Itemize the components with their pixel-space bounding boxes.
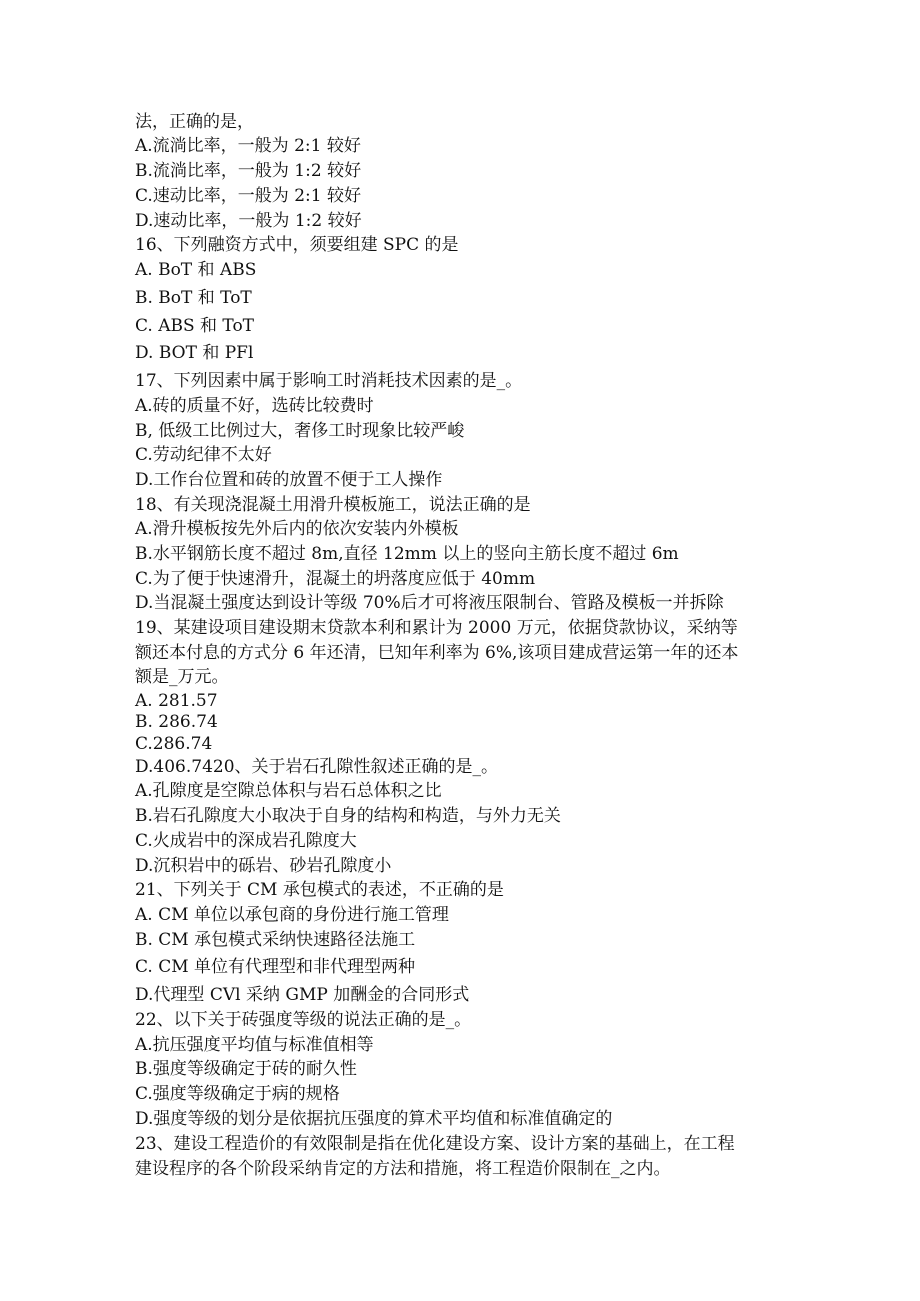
option-line: B.岩石孔隙度大小取决于自身的结构和构造，与外力无关 <box>135 806 561 826</box>
text-line: 法，正确的是， <box>135 112 254 132</box>
option-line: A.抗压强度平均值与标准值相等 <box>135 1035 374 1055</box>
question-line: 23、建设工程造价的有效限制是指在优化建设方案、设计方案的基础上，在工程 <box>135 1134 735 1154</box>
option-line: D.速动比率，一般为 1:2 较好 <box>135 211 362 231</box>
option-line: C.为了便于快速滑升，混凝土的坍落度应低于 40mm <box>135 569 536 589</box>
option-line: C.速动比率，一般为 2:1 较好 <box>135 186 361 206</box>
option-line: B.流淌比率，一般为 1:2 较好 <box>135 161 362 181</box>
option-line: B.水平钢筋长度不超过 8m,直径 12mm 以上的竖向主筋长度不超过 6m <box>135 544 679 564</box>
option-line: A.砖的质量不好，选砖比较费时 <box>135 396 374 416</box>
option-line: C.火成岩中的深成岩孔隙度大 <box>135 831 357 851</box>
option-line: C.强度等级确定于病的规格 <box>135 1084 340 1104</box>
question-line: 21、下列关于 CM 承包模式的表述，不正确的是 <box>135 880 504 900</box>
option-line: D.代理型 CVl 采纳 GMP 加酬金的合同形式 <box>135 985 470 1005</box>
option-line: B.强度等级确定于砖的耐久性 <box>135 1059 357 1079</box>
option-line: B, 低级工比例过大，奢侈工时现象比较严峻 <box>135 421 465 441</box>
option-line: C. CM 单位有代理型和非代理型两种 <box>135 957 416 977</box>
option-line: B. BoT 和 ToT <box>135 288 252 308</box>
option-line: D.强度等级的划分是依据抗压强度的算术平均值和标准值确定的 <box>135 1109 613 1129</box>
option-line: C.286.74 <box>135 734 213 754</box>
option-line: A. CM 单位以承包商的身份进行施工管理 <box>135 905 449 925</box>
option-line: C.劳动纪律不太好 <box>135 445 272 465</box>
option-line: D.当混凝土强度达到设计等级 70%后才可将液压限制台、管路及模板一并拆除 <box>135 593 724 613</box>
option-line: D.406.7420、关于岩石孔隙性叙述正确的是_。 <box>135 757 499 777</box>
question-line: 额是_万元。 <box>135 667 229 687</box>
option-line: A. 281.57 <box>135 691 218 711</box>
option-line: B. 286.74 <box>135 712 218 732</box>
question-line: 19、某建设项目建设期末贷款本利和累计为 2000 万元，依据贷款协议，采纳等 <box>135 618 738 638</box>
option-line: C. ABS 和 ToT <box>135 316 255 336</box>
option-line: A.孔隙度是空隙总体积与岩石总体积之比 <box>135 781 442 801</box>
question-line: 16、下列融资方式中，须要组建 SPC 的是 <box>135 235 459 255</box>
option-line: A.滑升模板按先外后内的依次安装内外模板 <box>135 519 459 539</box>
question-line: 额还本付息的方式分 6 年还清，巳知年利率为 6%,该项目建成营运第一年的还本 <box>135 643 739 663</box>
question-line: 17、下列因素中属于影响工时消耗技术因素的是_。 <box>135 371 523 391</box>
option-line: A.流淌比率，一般为 2:1 较好 <box>135 136 361 156</box>
option-line: A. BoT 和 ABS <box>135 260 257 280</box>
option-line: B. CM 承包模式采纳快速路径法施工 <box>135 930 416 950</box>
question-line: 22、以下关于砖强度等级的说法正确的是_。 <box>135 1010 472 1030</box>
question-line: 建设程序的各个阶段采纳肯定的方法和措施，将工程造价限制在_之内。 <box>135 1159 671 1179</box>
option-line: D.工作台位置和砖的放置不便于工人操作 <box>135 470 443 490</box>
option-line: D.沉积岩中的砾岩、砂岩孔隙度小 <box>135 856 392 876</box>
option-line: D. BOT 和 PFl <box>135 343 254 363</box>
question-line: 18、有关现浇混凝土用滑升模板施工，说法正确的是 <box>135 495 531 515</box>
